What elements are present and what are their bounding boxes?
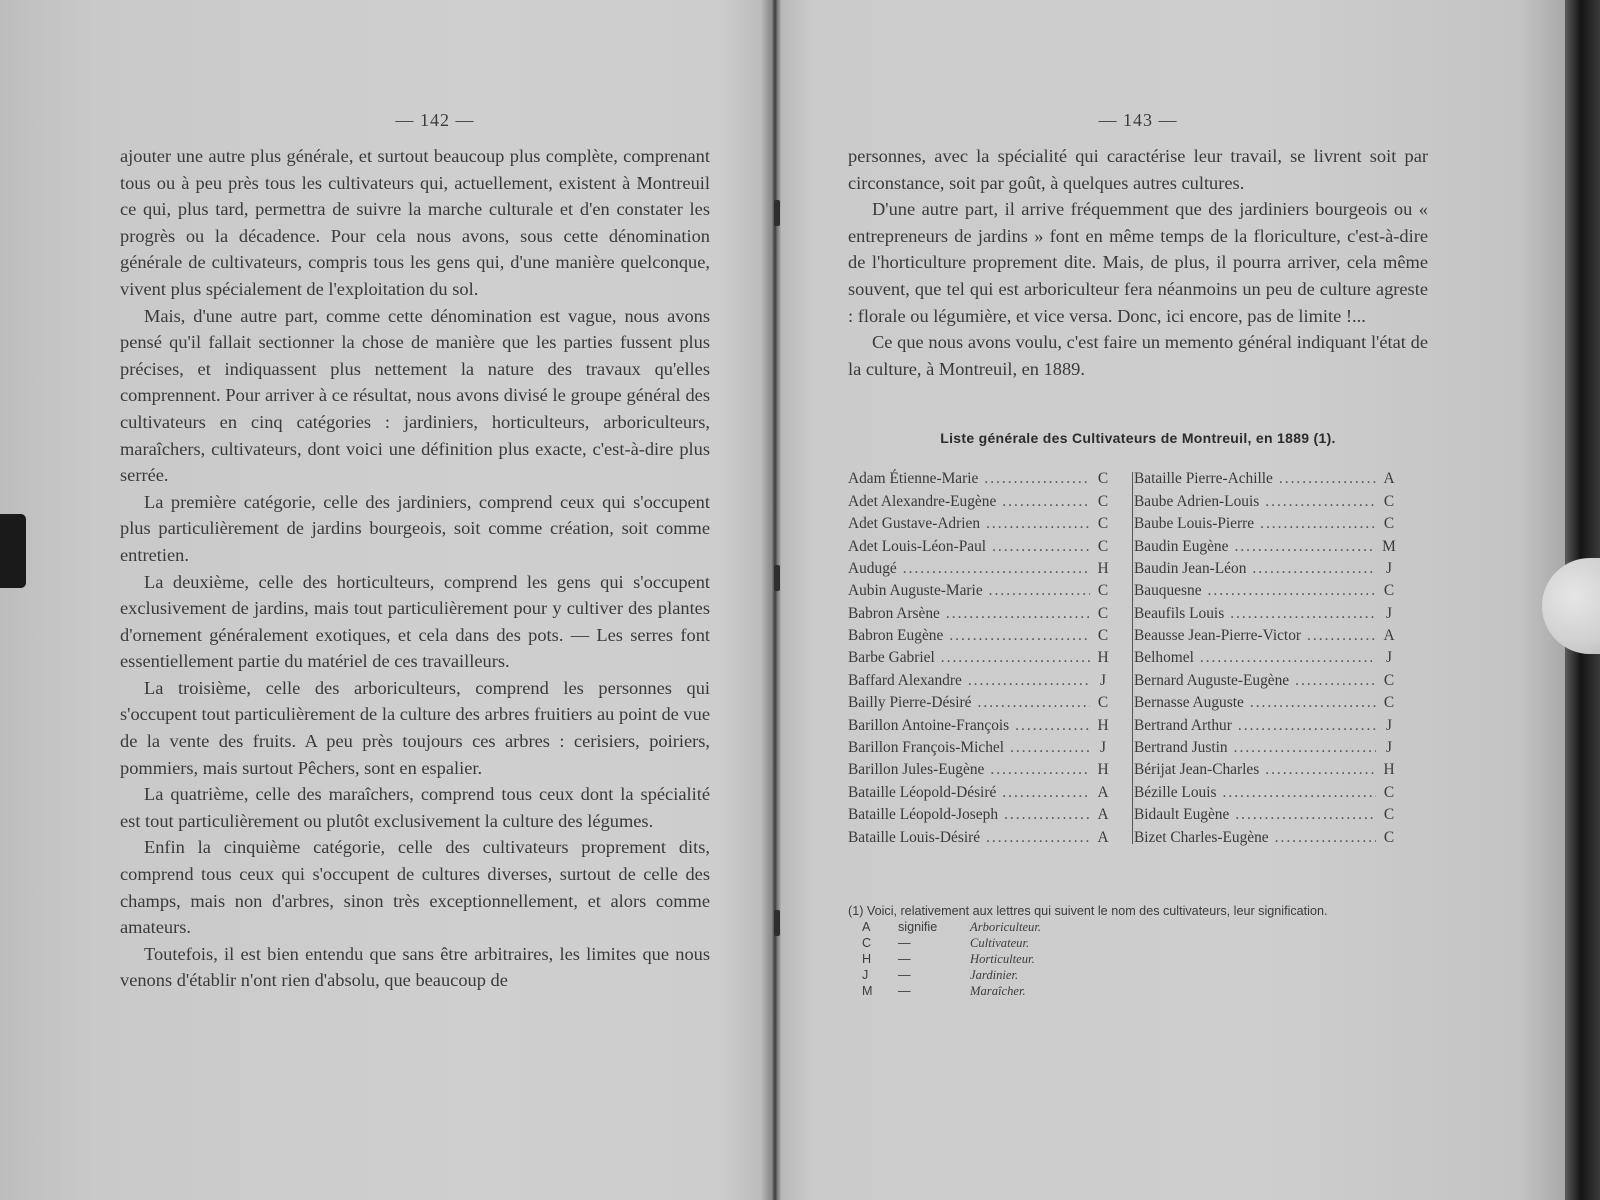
right-page-text — [848, 143, 1428, 382]
list-entry — [1134, 493, 1396, 515]
leader-dots — [1235, 806, 1376, 824]
list-column-right — [1134, 470, 1396, 851]
list-entry — [1134, 672, 1396, 694]
list-entry — [1134, 515, 1396, 537]
leader-dots — [1234, 739, 1376, 757]
leader-dots — [1265, 493, 1376, 511]
leader-dots — [978, 694, 1090, 712]
category-code: C — [1097, 515, 1109, 533]
list-entry — [1134, 717, 1396, 739]
legend-verb: — — [898, 951, 911, 966]
leader-dots — [1275, 829, 1376, 847]
legend-verb: — — [898, 983, 911, 998]
cultivator-name: Barbe Gabriel — [848, 649, 935, 667]
legend-verb: signifie — [898, 919, 938, 934]
category-code: C — [1383, 694, 1395, 712]
legend-row — [848, 951, 1428, 967]
category-code: H — [1097, 559, 1109, 577]
leader-dots — [986, 515, 1090, 533]
cultivator-name: Bertrand Justin — [1134, 739, 1228, 757]
cultivator-name: Bertrand Arthur — [1134, 716, 1232, 734]
legend-row — [848, 935, 1428, 951]
leader-dots — [1295, 672, 1376, 690]
binding-stitch — [774, 565, 780, 591]
category-code: J — [1386, 716, 1392, 734]
paragraph: Ce que nous avons voulu, c'est faire un memento général indiquant l'état de la culture, à Montreuil, en 1889. — [848, 332, 1428, 379]
cultivator-name: Baube Adrien-Louis — [1134, 492, 1260, 510]
paragraph: ajouter une autre plus générale, et surtout beaucoup plus complète, comprenant tous ou à peu près tous les cultivateurs qui, actuellement, existent à Montreuil ce qui, plus tard, permettra de suivre la marche culturale et d'en constater les progrès ou la décadence. Pour cela nous avons, sous cette dénomination générale de cultivateurs, compris tous les gens qui, d'une manière quelconque, vivent plus spécialement de l'exploitation du sol. — [120, 146, 710, 299]
list-entry — [1134, 538, 1396, 560]
paragraph: La quatrième, celle des maraîchers, comprend tous ceux dont la spécialité est tout particulièrement ou plutôt exclusivement la culture des légumes. — [120, 784, 710, 831]
list-entry — [848, 784, 1110, 806]
list-entry — [848, 717, 1110, 739]
cultivator-name: Aubin Auguste-Marie — [848, 582, 983, 600]
cultivator-list — [848, 470, 1428, 851]
page-clip — [0, 514, 26, 588]
page-number: — 142 — — [395, 110, 475, 130]
cultivator-name: Belhomel — [1134, 649, 1194, 667]
category-code: C — [1383, 582, 1395, 600]
legend-meaning: Jardinier. — [970, 967, 1019, 982]
category-code: H — [1097, 649, 1109, 667]
list-entry — [848, 806, 1110, 828]
category-code: A — [1097, 783, 1109, 801]
legend-row — [848, 983, 1428, 999]
cultivator-name: Bataille Léopold-Joseph — [848, 806, 999, 824]
cultivator-name: Bidault Eugène — [1134, 806, 1230, 824]
category-code: C — [1383, 515, 1395, 533]
list-entry — [1134, 470, 1396, 492]
list-entry — [848, 672, 1110, 694]
list-entry — [848, 493, 1110, 515]
legend-verb: — — [898, 935, 911, 950]
category-code: H — [1097, 761, 1109, 779]
list-entry — [1134, 761, 1396, 783]
cultivator-name: Bézille Louis — [1134, 783, 1217, 801]
leader-dots — [946, 605, 1090, 623]
cultivator-name: Bérijat Jean-Charles — [1134, 761, 1260, 779]
list-entry — [848, 538, 1110, 560]
category-code: C — [1383, 492, 1395, 510]
leader-dots — [1238, 717, 1376, 735]
cultivator-name: Baudin Jean-Léon — [1134, 559, 1247, 577]
legend-verb: — — [898, 967, 911, 982]
leader-dots — [949, 627, 1090, 645]
legend-meaning: Maraîcher. — [970, 983, 1026, 998]
binding-stitch — [774, 910, 780, 936]
paragraph: D'une autre part, il arrive fréquemment que des jardiniers bourgeois ou « entrepreneurs de jardins » font en même temps de la floriculture, c'est-à-dire de l'horticulture proprement dite. Mais, de plus, il pourra arriver, cela même souvent, que tel qui est arboriculteur fera néanmoins un peu de culture agreste : florale ou légumière, et vice versa. Donc, ici encore, pas de limite !... — [848, 199, 1428, 326]
leader-dots — [1250, 694, 1376, 712]
category-code: J — [1386, 649, 1392, 667]
category-code: C — [1383, 671, 1395, 689]
cultivator-name: Bizet Charles-Eugène — [1134, 828, 1269, 846]
cultivator-name: Babron Eugène — [848, 627, 944, 645]
list-entry — [1134, 605, 1396, 627]
list-entry — [1134, 806, 1396, 828]
category-code: C — [1383, 806, 1395, 824]
category-code: J — [1386, 559, 1392, 577]
leader-dots — [1234, 538, 1376, 556]
category-code: C — [1383, 828, 1395, 846]
list-entry — [1134, 649, 1396, 671]
cultivator-name: Barillon François-Michel — [848, 739, 1005, 757]
left-page-text — [120, 143, 710, 994]
leader-dots — [1223, 784, 1377, 802]
category-code: A — [1097, 806, 1109, 824]
category-code: C — [1097, 537, 1109, 555]
category-code: J — [1100, 671, 1106, 689]
cultivator-name: Bataille Pierre-Achille — [1134, 470, 1273, 488]
leader-dots — [1230, 605, 1376, 623]
category-code: C — [1097, 582, 1109, 600]
category-code: M — [1382, 537, 1396, 555]
leader-dots — [1265, 761, 1376, 779]
cultivator-name: Bernard Auguste-Eugène — [1134, 671, 1290, 689]
cultivator-name: Beaufils Louis — [1134, 604, 1225, 622]
category-code: C — [1097, 627, 1109, 645]
list-entry — [1134, 582, 1396, 604]
list-entry — [848, 627, 1110, 649]
cultivator-name: Beausse Jean-Pierre-Victor — [1134, 627, 1302, 645]
cultivator-name: Baffard Alexandre — [848, 671, 962, 689]
list-entry — [1134, 784, 1396, 806]
cultivator-name: Baube Louis-Pierre — [1134, 515, 1255, 533]
footnote-intro: (1) Voici, relativement aux lettres qui suivent le nom des cultivateurs, leur signification. — [848, 903, 1328, 918]
cultivator-name: Adet Gustave-Adrien — [848, 515, 981, 533]
category-code: J — [1386, 604, 1392, 622]
footnote — [848, 903, 1428, 999]
leader-dots — [1200, 649, 1376, 667]
leader-dots — [1252, 560, 1376, 578]
paragraph: Enfin la cinquième catégorie, celle des cultivateurs proprement dits, comprend tous ceux qui s'occupent de cultures diverses, surtout de celle des champs, mais non d'arbres, sinon très exceptionnellement, et alors comme amateurs. — [120, 837, 710, 938]
category-code: H — [1097, 716, 1109, 734]
category-code: C — [1383, 783, 1395, 801]
cultivator-name: Adet Alexandre-Eugène — [848, 492, 997, 510]
paragraph: La deuxième, celle des horticulteurs, comprend les gens qui s'occupent exclusivement de jardins, mais tout particulièrement pour y cultiver des plantes d'ornement généralement exotiques, et cela dans des pots. — Les serres font essentiellement partie du matériel de ces travailleurs. — [120, 571, 710, 672]
paragraph: Toutefois, il est bien entendu que sans être arbitraires, les limites que nous venons d'établir n'ont rien d'absolu, que beaucoup de — [120, 943, 710, 991]
category-code: A — [1383, 627, 1395, 645]
paragraph: La première catégorie, celle des jardiniers, comprend ceux qui s'occupent plus particulièrement de jardins bourgeois, soit comme création, soit comme entretien. — [120, 491, 710, 565]
paragraph: Mais, d'une autre part, comme cette dénomination est vague, nous avons pensé qu'il fallait sectionner la chose de manière que les parties fussent plus précises, et indiquassent plus nettement la nature des travaux qu'elles comprennent. Pour arriver à ce résultat, nous avons divisé le groupe général des cultivateurs en cinq catégories : jardiniers, horticulteurs, arboriculteurs, maraîchers, cultivateurs, dont voici une définition plus exacte, c'est-à-dire plus serrée. — [120, 305, 710, 486]
legend-row — [848, 919, 1428, 935]
list-entry — [1134, 560, 1396, 582]
leader-dots — [1002, 493, 1090, 511]
category-code: C — [1097, 470, 1109, 488]
list-entry — [1134, 694, 1396, 716]
left-page — [120, 110, 710, 994]
legend-code: C — [862, 935, 872, 950]
list-column-left — [848, 470, 1110, 851]
leader-dots — [1004, 806, 1090, 824]
legend-code: M — [862, 983, 873, 998]
leader-dots — [941, 649, 1090, 667]
category-code: J — [1386, 739, 1392, 757]
leader-dots — [1015, 717, 1090, 735]
leader-dots — [992, 538, 1090, 556]
list-entry — [848, 515, 1110, 537]
leader-dots — [968, 672, 1090, 690]
leader-dots — [984, 470, 1090, 488]
column-divider — [1132, 472, 1133, 844]
cultivator-name: Babron Arsène — [848, 604, 940, 622]
legend-code: J — [862, 967, 869, 982]
paragraph: personnes, avec la spécialité qui caractérise leur travail, se livrent soit par circonstance, soit par goût, à quelques autres cultures. — [848, 146, 1428, 193]
list-entry — [848, 470, 1110, 492]
footnote-legend — [848, 919, 1428, 999]
list-entry — [848, 761, 1110, 783]
leader-dots — [990, 761, 1090, 779]
list-entry — [1134, 739, 1396, 761]
leader-dots — [1208, 582, 1376, 600]
list-entry — [848, 649, 1110, 671]
category-code: C — [1097, 604, 1109, 622]
leader-dots — [1279, 470, 1376, 488]
cultivator-name: Bernasse Auguste — [1134, 694, 1244, 712]
leader-dots — [903, 560, 1090, 578]
paragraph: La troisième, celle des arboriculteurs, comprend les personnes qui s'occupent tout particulièrement de la culture des arbres fruitiers au point de vue de la vente des fruits. A peu près toujours ces arbres : cerisiers, poiriers, pommiers, mais surtout Pêchers, sont en espalier. — [120, 677, 710, 778]
list-entry — [1134, 627, 1396, 649]
category-code: H — [1383, 761, 1395, 779]
cultivator-name: Barillon Antoine-François — [848, 716, 1010, 734]
legend-meaning: Horticulteur. — [970, 951, 1035, 966]
list-entry — [848, 739, 1110, 761]
list-entry — [848, 560, 1110, 582]
legend-code: A — [862, 919, 871, 934]
leader-dots — [1010, 739, 1090, 757]
book-gutter — [771, 0, 781, 1200]
list-entry — [1134, 829, 1396, 851]
leader-dots — [1002, 784, 1090, 802]
category-code: C — [1097, 492, 1109, 510]
list-entry — [848, 582, 1110, 604]
leader-dots — [1260, 515, 1376, 533]
cultivator-name: Adam Étienne-Marie — [848, 470, 979, 488]
category-code: C — [1097, 694, 1109, 712]
page-number: — 143 — — [1098, 110, 1178, 130]
cultivator-name: Bataille Louis-Désiré — [848, 828, 981, 846]
cultivator-name: Barillon Jules-Eugène — [848, 761, 985, 779]
legend-meaning: Cultivateur. — [970, 935, 1030, 950]
cultivator-name: Adet Louis-Léon-Paul — [848, 537, 987, 555]
category-code: A — [1383, 470, 1395, 488]
list-entry — [848, 605, 1110, 627]
list-entry — [848, 694, 1110, 716]
legend-row — [848, 967, 1428, 983]
cultivator-name: Bataille Léopold-Désiré — [848, 783, 997, 801]
right-page — [848, 110, 1428, 999]
leader-dots — [986, 829, 1090, 847]
cultivator-name: Bailly Pierre-Désiré — [848, 694, 972, 712]
binding-stitch — [774, 200, 780, 226]
list-entry — [848, 829, 1110, 851]
leader-dots — [989, 582, 1090, 600]
cultivator-name: Baudin Eugène — [1134, 537, 1229, 555]
legend-code: H — [862, 951, 872, 966]
cultivator-name: Bauquesne — [1134, 582, 1202, 600]
leader-dots — [1307, 627, 1376, 645]
category-code: A — [1097, 828, 1109, 846]
legend-meaning: Arboriculteur. — [970, 919, 1042, 934]
cultivator-name: Audugé — [848, 559, 897, 577]
category-code: J — [1100, 739, 1106, 757]
list-title: Liste générale des Cultivateurs de Montreuil, en 1889 (1). — [940, 430, 1336, 447]
